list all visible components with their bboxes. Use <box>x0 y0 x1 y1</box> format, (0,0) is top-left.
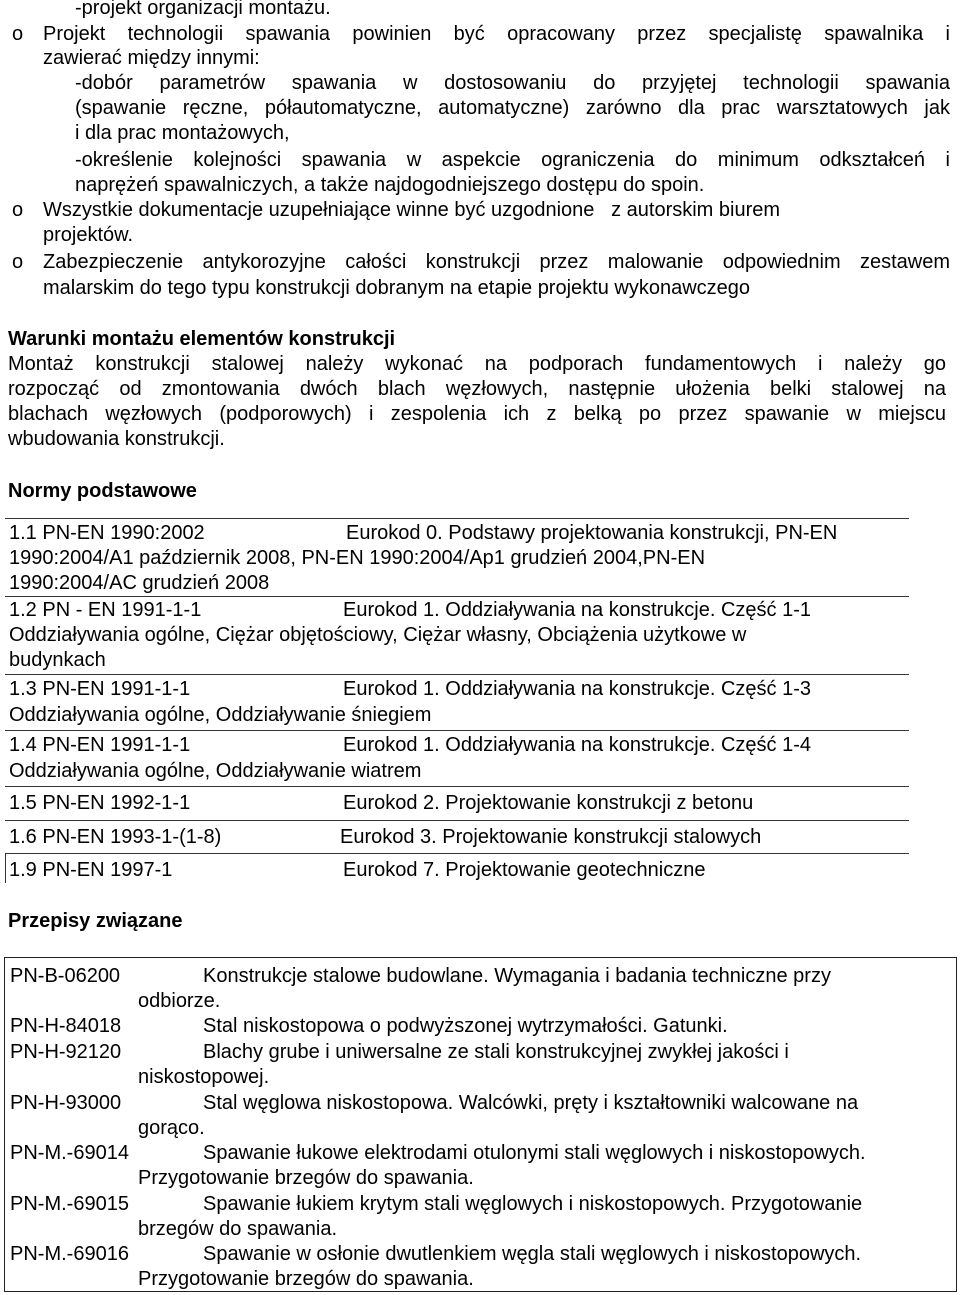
norm-title: Eurokod 3. Projektowanie konstrukcji stalowych <box>340 826 762 848</box>
bullet-marker: o <box>12 199 24 221</box>
paragraph-line: blachach węzłowych (podporowych) i zespolenia ich z belką po przez spawanie w miejscu <box>8 403 946 425</box>
sub-line: naprężeń spawalniczych, a także najdogodniejszego dostępu do spoin. <box>75 174 705 196</box>
sub-line: -określenie kolejności spawania w aspekcie ograniczenia do minimum odkształceń i <box>75 149 950 171</box>
norm-title-cont: 1990:2004/AC grudzień 2008 <box>9 572 270 594</box>
section-heading: Warunki montażu elementów konstrukcji <box>8 328 396 350</box>
norm-title-cont: 1990:2004/A1 październik 2008, PN-EN 1990:2004/Ap1 grudzień 2004,PN-EN <box>9 547 706 569</box>
paragraph-line: wbudowania konstrukcji. <box>8 428 225 450</box>
section-heading: Normy podstawowe <box>8 480 197 502</box>
norm-code: 1.6 PN-EN 1993-1-(1-8) <box>9 826 222 848</box>
norm-code: 1.4 PN-EN 1991-1-1 <box>9 734 191 756</box>
bullet-line: Wszystkie dokumentacje uzupełniające winne być uzgodnione z autorskim biurem <box>43 199 781 221</box>
sub-line: i dla prac montażowych, <box>75 122 290 144</box>
regulation-title: Spawanie łukiem krytym stali węglowych i niskostopowych. Przygotowanie <box>203 1193 863 1215</box>
table-rule <box>5 596 909 597</box>
sub-line: -dobór parametrów spawania w dostosowaniu do przyjętej technologii spawania <box>75 72 950 94</box>
bullet-line: Zabezpieczenie antykorozyjne całości konstrukcji przez malowanie odpowiednim zestawem <box>43 251 950 273</box>
regulation-code: PN-H-92120 <box>10 1041 122 1063</box>
regulation-title: Stal węglowa niskostopowa. Walcówki, pręty i kształtowniki walcowane na <box>203 1092 859 1114</box>
bullet-line: malarskim do tego typu konstrukcji dobranym na etapie projektu wykonawczego <box>43 277 751 299</box>
norm-title: Eurokod 1. Oddziaływania na konstrukcje. Część 1-1 <box>343 599 812 621</box>
norm-title: Eurokod 2. Projektowanie konstrukcji z betonu <box>343 792 754 814</box>
norm-title: Eurokod 0. Podstawy projektowania konstrukcji, PN-EN <box>346 522 838 544</box>
bullet-marker: o <box>12 23 24 45</box>
bullet-line: projektów. <box>43 224 134 246</box>
norm-title-cont: Oddziaływania ogólne, Oddziaływanie śniegiem <box>9 704 432 726</box>
norm-title-cont: Oddziaływania ogólne, Ciężar objętościowy, Ciężar własny, Obciążenia użytkowe w <box>9 624 747 646</box>
regulation-code: PN-M.-69015 <box>10 1193 129 1215</box>
intro-line: -projekt organizacji montażu. <box>75 0 331 19</box>
regulation-title: Blachy grube i uniwersalne ze stali konstrukcyjnej zwykłej jakości i <box>203 1041 789 1063</box>
regulation-code: PN-H-93000 <box>10 1092 122 1114</box>
regulation-title: Stal niskostopowa o podwyższonej wytrzymałości. Gatunki. <box>203 1015 728 1037</box>
paragraph-line: rozpocząć od zmontowania dwóch blach węzłowych, następnie ułożenia belki stalowej na <box>8 378 946 400</box>
regulation-title-cont: Przygotowanie brzegów do spawania. <box>138 1167 474 1189</box>
regulation-title-cont: Przygotowanie brzegów do spawania. <box>138 1268 474 1290</box>
norm-code: 1.2 PN - EN 1991-1-1 <box>9 599 202 621</box>
regulation-title-cont: gorąco. <box>138 1117 205 1139</box>
norm-title: Eurokod 1. Oddziaływania na konstrukcje. Część 1-4 <box>343 734 812 756</box>
norm-code: 1.9 PN-EN 1997-1 <box>9 859 173 881</box>
norm-code: 1.3 PN-EN 1991-1-1 <box>9 678 191 700</box>
regulation-code: PN-M.-69014 <box>10 1142 129 1164</box>
regulation-code: PN-M.-69016 <box>10 1243 129 1265</box>
table-rule <box>5 853 6 883</box>
norm-code: 1.1 PN-EN 1990:2002 <box>9 522 205 544</box>
norm-title: Eurokod 1. Oddziaływania na konstrukcje. Część 1-3 <box>343 678 812 700</box>
regulation-code: PN-H-84018 <box>10 1015 122 1037</box>
regulation-title-cont: odbiorze. <box>138 990 221 1012</box>
regulation-title: Spawanie w osłonie dwutlenkiem węgla stali węglowych i niskostopowych. <box>203 1243 862 1265</box>
table-rule <box>5 518 909 519</box>
sub-line: (spawanie ręczne, półautomatyczne, automatyczne) zarówno dla prac warsztatowych jak <box>75 97 950 119</box>
bullet-line: zawierać między innymi: <box>43 47 260 69</box>
paragraph-line: Montaż konstrukcji stalowej należy wykonać na podporach fundamentowych i należy go <box>8 353 946 375</box>
regulation-title-cont: niskostopowej. <box>138 1066 270 1088</box>
table-rule <box>5 820 909 821</box>
table-rule <box>5 786 909 787</box>
regulation-title-cont: brzegów do spawania. <box>138 1218 338 1240</box>
table-rule <box>5 853 909 854</box>
norm-code: 1.5 PN-EN 1992-1-1 <box>9 792 191 814</box>
section-heading: Przepisy związane <box>8 910 183 932</box>
norm-title-cont: Oddziaływania ogólne, Oddziaływanie wiatrem <box>9 760 422 782</box>
table-rule <box>5 674 909 675</box>
bullet-line: Projekt technologii spawania powinien być opracowany przez specjalistę spawalnika i <box>43 23 950 45</box>
bullet-marker: o <box>12 251 24 273</box>
norm-title: Eurokod 7. Projektowanie geotechniczne <box>343 859 706 881</box>
regulation-title: Konstrukcje stalowe budowlane. Wymagania i badania techniczne przy <box>203 965 831 987</box>
table-rule <box>5 730 909 731</box>
regulation-code: PN-B-06200 <box>10 965 121 987</box>
norm-title-cont: budynkach <box>9 649 106 671</box>
regulation-title: Spawanie łukowe elektrodami otulonymi stali węglowych i niskostopowych. <box>203 1142 866 1164</box>
